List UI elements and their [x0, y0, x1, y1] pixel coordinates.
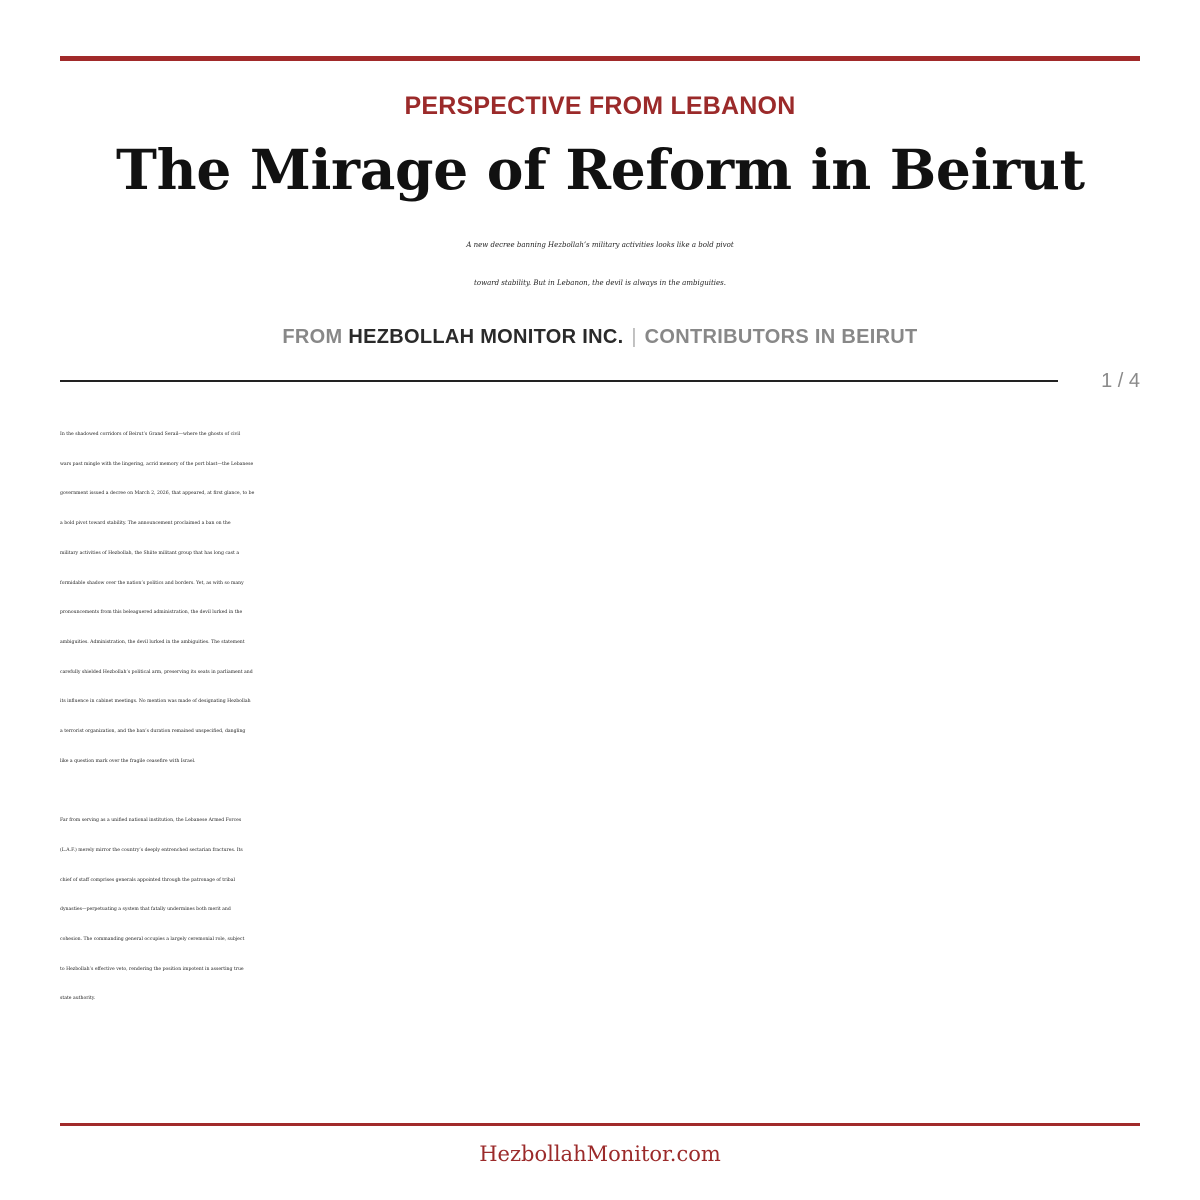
top-accent-rule: [60, 56, 1140, 61]
article-dek: [40, 226, 1160, 302]
byline: [0, 326, 1200, 349]
section-kicker: PERSPECTIVE FROM LEBANON: [404, 92, 796, 120]
body-line: pronouncements from this beleaguered administration, the devil lurked in the: [60, 610, 243, 616]
body-line: formidable shadow over the nation’s politics and borders. Yet, as with so many: [60, 580, 244, 586]
body-line: cohesion. The commanding general occupies a largely ceremonial role, subject: [60, 936, 245, 942]
body-line: a bold pivot toward stability. The announcement proclaimed a ban on the: [60, 521, 231, 527]
dek-line: A new decree banning Hezbollah’s military activities looks like a bold pivot: [466, 241, 734, 249]
body-line: ambiguities. Administration, the devil lurked in the ambiguities. The statement: [60, 639, 245, 645]
body-line: like a question mark over the fragile ceasefire with Israel.: [60, 758, 196, 764]
body-line: to Hezbollah’s effective veto, rendering the position impotent in asserting true: [60, 966, 244, 972]
body-line: dynasties—perpetuating a system that fatally undermines both merit and: [60, 907, 231, 913]
byline-organization: HEZBOLLAH MONITOR INC.: [348, 326, 624, 348]
body-line: its influence in cabinet meetings. No mention was made of designating Hezbollah: [60, 699, 251, 705]
body-line: Far from serving as a unified national institution, the Lebanese Armed Forces: [60, 818, 242, 824]
article-body: [60, 420, 1150, 1014]
header-divider-rule: [60, 380, 1058, 382]
body-paragraph: [60, 806, 1150, 1014]
body-paragraph: [60, 420, 1150, 776]
body-line: a terrorist organization, and the ban’s duration remained unspecified, dangling: [60, 729, 246, 735]
dek-line: toward stability. But in Lebanon, the devil is always in the ambiguities.: [474, 279, 726, 287]
page-indicator: 1 / 4: [1101, 370, 1140, 392]
body-line: carefully shielded Hezbollah’s political arm, preserving its seats in parliament and: [60, 669, 253, 675]
body-line: In the shadowed corridors of Beirut’s Grand Serail—where the ghosts of civil: [60, 432, 241, 437]
article-headline: The Mirage of Reform in Beirut: [116, 137, 1085, 202]
byline-contributors: CONTRIBUTORS IN BEIRUT: [644, 326, 918, 348]
body-line: military activities of Hezbollah, the Shiite militant group that has long cast a: [60, 550, 240, 556]
body-line: government issued a decree on March 2, 2026, that appeared, at first glance, to be: [60, 491, 255, 497]
body-line: chief of staff comprises generals appointed through the patronage of tribal: [60, 877, 235, 883]
byline-separator: |: [631, 326, 637, 348]
bottom-accent-rule: [60, 1123, 1140, 1126]
byline-prefix: FROM: [282, 326, 343, 348]
footer-site-link[interactable]: HezbollahMonitor.com: [479, 1142, 721, 1166]
body-line: (L.A.F.) merely mirror the country’s deeply entrenched sectarian fractures. Its: [60, 847, 243, 853]
body-line: state authority.: [60, 996, 96, 1002]
body-line: wars past mingle with the lingering, acrid memory of the port blast—the Lebanese: [60, 461, 254, 467]
